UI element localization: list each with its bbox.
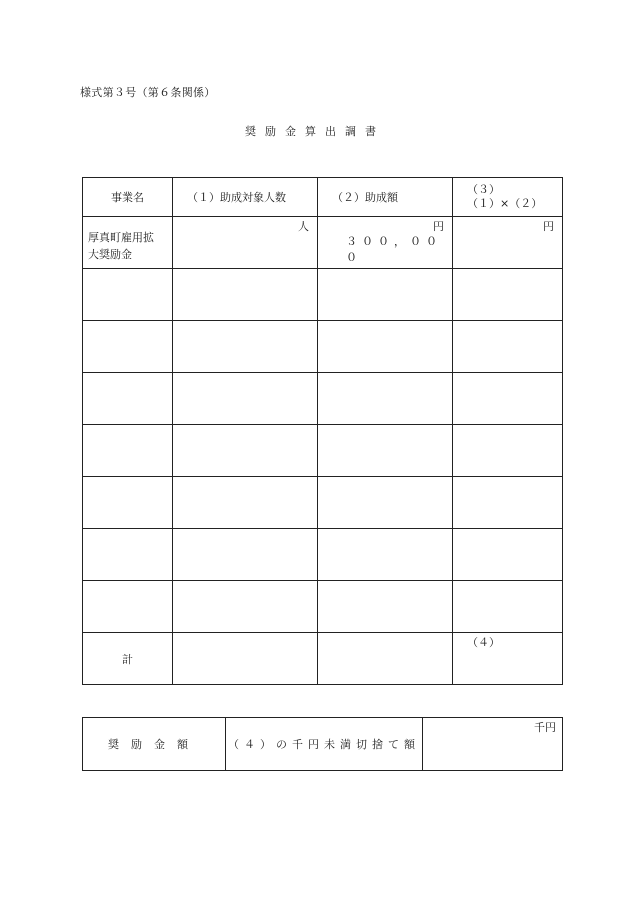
header-product: [453, 178, 563, 217]
business-name-line2: 大奨励金: [88, 248, 132, 261]
table-row: [83, 529, 563, 581]
table-cell: [453, 321, 563, 373]
total-label: 計: [122, 653, 133, 666]
table-cell: [83, 425, 173, 477]
table-cell: [453, 269, 563, 321]
total-label-cell: [83, 633, 173, 685]
award-unit: 千円: [534, 721, 556, 734]
document-title: 奨励金算出調書: [245, 125, 385, 138]
table-cell: [453, 529, 563, 581]
table-row: [83, 321, 563, 373]
table-cell: [173, 581, 318, 633]
subsidy-amount-value: ３００，０００: [346, 235, 442, 264]
total-amount-cell: [318, 633, 453, 685]
form-number: 様式第３号（第６条関係）: [80, 86, 216, 99]
table-cell: [318, 581, 453, 633]
award-row: [83, 718, 563, 771]
product-cell: [453, 217, 563, 269]
table-cell: [83, 529, 173, 581]
award-label: 奨励金額: [83, 718, 226, 771]
total-product-cell: [453, 633, 563, 685]
table-cell: [318, 425, 453, 477]
business-name-line1: 厚真町雇用拡: [88, 231, 154, 244]
table-cell: [318, 529, 453, 581]
award-value-cell: [423, 718, 563, 771]
table-header-row: [83, 178, 563, 217]
table-cell: [173, 529, 318, 581]
table-cell: [453, 477, 563, 529]
business-name: [83, 217, 172, 263]
header-subsidy-amount: （２）助成額: [318, 178, 453, 217]
business-name-cell: [83, 217, 173, 269]
table-cell: [173, 373, 318, 425]
total-persons-cell: [173, 633, 318, 685]
table-cell: [173, 321, 318, 373]
table-cell: [83, 373, 173, 425]
calculation-table: [82, 177, 563, 685]
header-business-name: 事業名: [83, 178, 173, 217]
persons-unit: 人: [298, 220, 309, 233]
table-cell: [453, 425, 563, 477]
table-row: [83, 425, 563, 477]
amount-cell: [318, 217, 453, 269]
header-product-formula: （１）×（２）: [467, 197, 543, 210]
total-row: [83, 633, 563, 685]
table-cell: [453, 581, 563, 633]
table-cell: [453, 373, 563, 425]
table-cell: [83, 321, 173, 373]
table-row: [83, 217, 563, 269]
product-unit: 円: [543, 220, 554, 233]
table-row: [83, 269, 563, 321]
award-description: （４）の千円未満切捨て額: [226, 718, 423, 771]
table-cell: [173, 425, 318, 477]
table-cell: [318, 269, 453, 321]
table-cell: [173, 477, 318, 529]
header-target-persons: （１）助成対象人数: [173, 178, 318, 217]
table-cell: [173, 269, 318, 321]
table-cell: [83, 269, 173, 321]
table-row: [83, 477, 563, 529]
table-row: [83, 373, 563, 425]
persons-cell: [173, 217, 318, 269]
total-c4-label: （４）: [467, 636, 500, 649]
table-cell: [318, 321, 453, 373]
header-product-number: （３）: [467, 183, 500, 196]
table-row: [83, 581, 563, 633]
amount-unit: 円: [433, 220, 444, 233]
table-cell: [83, 477, 173, 529]
table-cell: [318, 477, 453, 529]
table-cell: [318, 373, 453, 425]
award-amount-table: [82, 717, 563, 771]
table-cell: [83, 581, 173, 633]
